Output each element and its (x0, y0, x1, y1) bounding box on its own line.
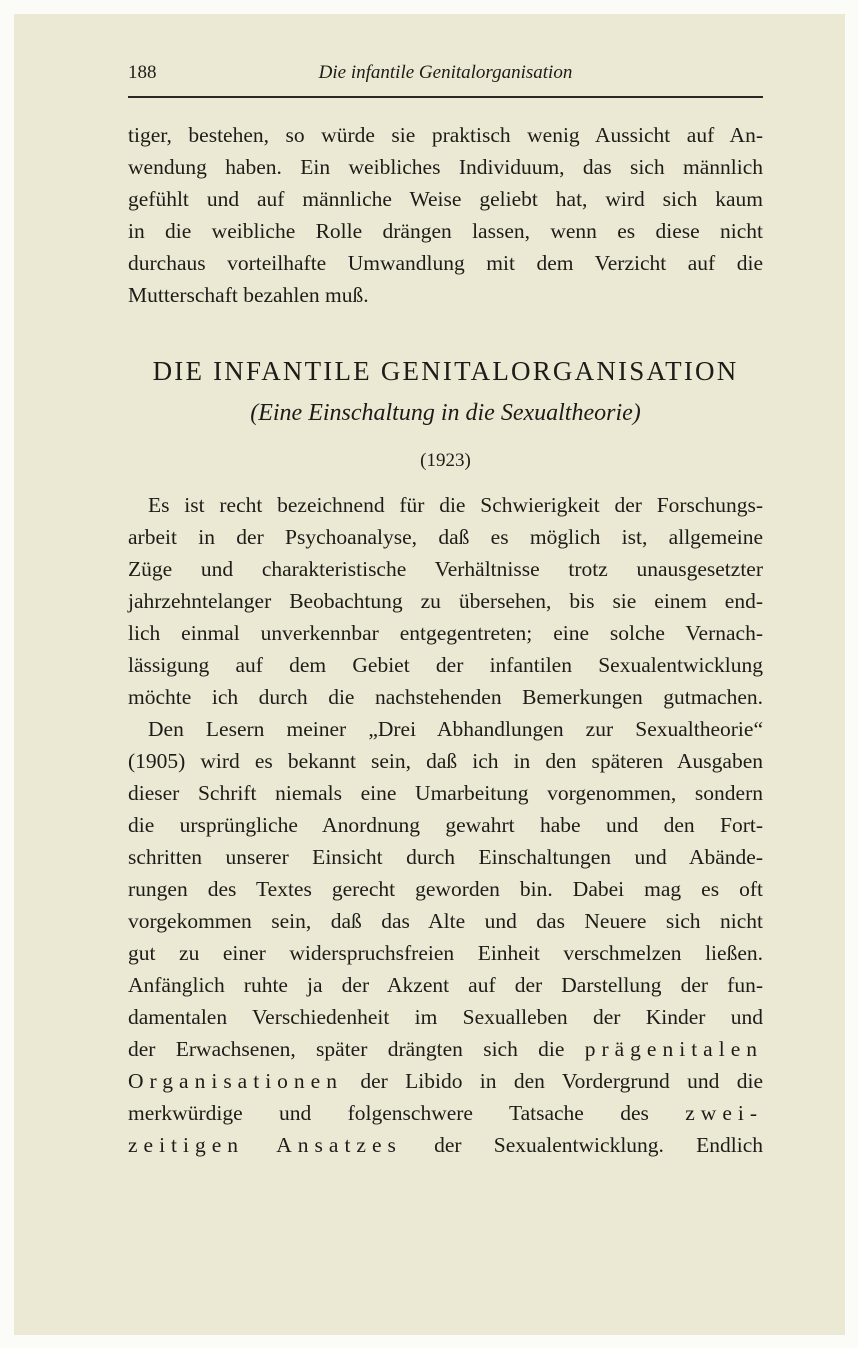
text-line: jahrzehntelanger Beobachtung zu übersehen, bis sie einem end- (128, 589, 763, 613)
text-line: tiger, bestehen, so würde sie praktisch wenig Aussicht auf An- (128, 123, 763, 147)
text-segment: der Libido in den Vordergrund und die (342, 1069, 763, 1093)
text-line: arbeit in der Psychoanalyse, daß es möglich ist, allgemeine (128, 525, 763, 549)
text-line (128, 1129, 763, 1161)
emphasized-spaced-text: zeitigen (128, 1133, 245, 1157)
previous-chapter-ending (128, 119, 763, 311)
emphasized-spaced-text: zwei- (685, 1101, 763, 1125)
text-line (128, 841, 763, 873)
text-segment: (1905) wird es bekannt sein, daß ich in den späteren Ausgaben (128, 749, 763, 773)
text-line: gefühlt und auf männliche Weise geliebt hat, wird sich kaum (128, 187, 763, 211)
page-header (128, 62, 763, 90)
text-line (128, 1001, 763, 1033)
text-segment: damentalen Verschiedenheit im Sexualleben der Kinder und (128, 1005, 763, 1029)
text-line: Mutterschaft bezahlen muß. (128, 283, 369, 307)
emphasized-spaced-text: prägenitalen (584, 1037, 763, 1061)
text-segment: gut zu einer widerspruchsfreien Einheit verschmelzen ließen. (128, 941, 763, 965)
text-line: in die weibliche Rolle drängen lassen, wenn es diese nicht (128, 219, 763, 243)
text-line (128, 777, 763, 809)
paragraph-2 (128, 713, 763, 1161)
text-line: Züge und charakteristische Verhältnisse trotz unausgesetzter (128, 557, 763, 581)
text-line (128, 937, 763, 969)
text-line: möchte ich durch die nachstehenden Bemerkungen gutmachen. (128, 685, 763, 709)
text-line: lässigung auf dem Gebiet der infantilen Sexualentwicklung (128, 653, 763, 677)
text-line (128, 905, 763, 937)
text-line (128, 1097, 763, 1129)
paragraph-1 (128, 489, 763, 713)
running-title: Die infantile Genitalorganisation (318, 62, 573, 83)
text-segment: dieser Schrift niemals eine Umarbeitung vorgenommen, sondern (128, 781, 763, 805)
text-line: Es ist recht bezeichnend für die Schwierigkeit der Forschungs- (148, 493, 763, 517)
text-line (128, 1033, 763, 1065)
text-segment: Den Lesern meiner „Drei Abhandlungen zur Sexualtheorie“ (148, 717, 763, 741)
emphasized-spaced-text: Organisationen (128, 1069, 343, 1093)
text-line (128, 713, 763, 745)
text-line (128, 745, 763, 777)
page-number: 188 (128, 62, 157, 83)
text-segment: der Sexualentwicklung. Endlich (401, 1133, 763, 1157)
text-segment: der Erwachsenen, später drängten sich die (128, 1037, 585, 1061)
text-line: durchaus vorteilhafte Umwandlung mit dem Verzicht auf die (128, 251, 763, 275)
text-segment: merkwürdige und folgenschwere Tatsache des (128, 1101, 686, 1125)
text-line: wendung haben. Ein weibliches Individuum, das sich männlich (128, 155, 763, 179)
text-line (128, 873, 763, 905)
chapter-title: DIE INFANTILE GENITALORGANISATION (152, 356, 739, 386)
text-line (128, 1065, 763, 1097)
chapter-year: (1923) (420, 450, 471, 471)
text-line: lich einmal unverkennbar entgegentreten; eine solche Vernach- (128, 621, 763, 645)
emphasized-spaced-text: Ansatzes (276, 1133, 402, 1157)
text-segment: schritten unserer Einsicht durch Einschaltungen und Abände- (128, 845, 763, 869)
chapter-subtitle: (Eine Einschaltung in die Sexualtheorie) (250, 400, 641, 426)
text-segment: Anfänglich ruhte ja der Akzent auf der Darstellung der fun- (128, 973, 763, 997)
header-rule (128, 96, 763, 98)
text-segment: rungen des Textes gerecht geworden bin. Dabei mag es oft (128, 877, 763, 901)
text-line (128, 969, 763, 1001)
text-segment: vorgekommen sein, daß das Alte und das Neuere sich nicht (128, 909, 763, 933)
text-segment (244, 1133, 276, 1157)
text-segment: die ursprüngliche Anordnung gewahrt habe und den Fort- (128, 813, 763, 837)
text-line (128, 809, 763, 841)
